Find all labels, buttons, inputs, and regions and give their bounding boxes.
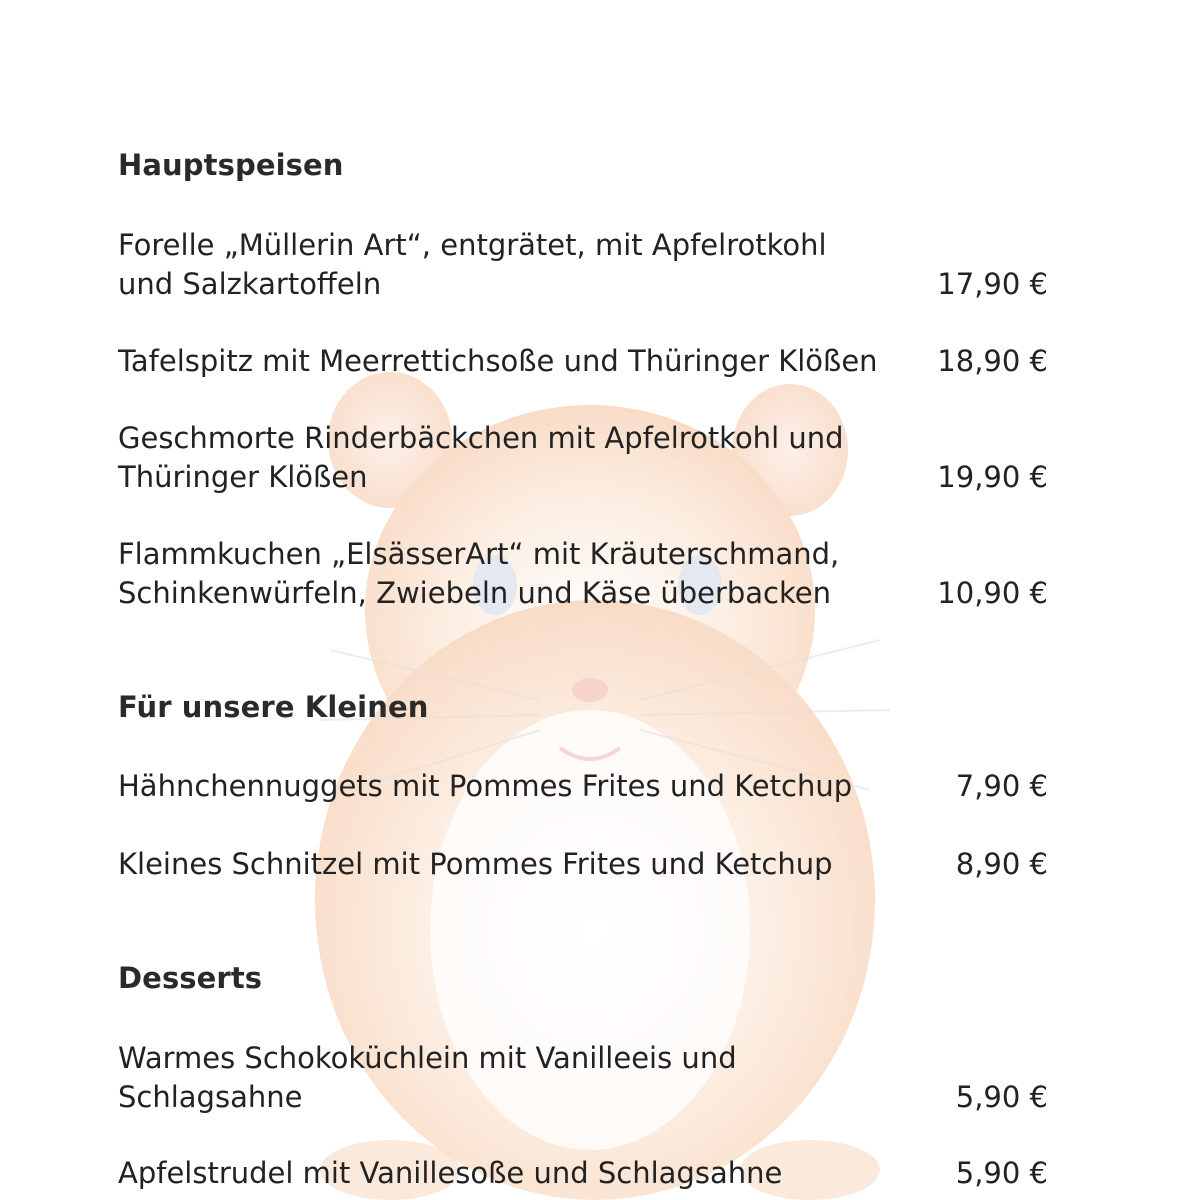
- menu-item: [118, 1039, 1048, 1117]
- menu-item-price: 5,90 €: [955, 1080, 1048, 1114]
- menu-item-price: 18,90 €: [937, 344, 1048, 378]
- menu-item: [118, 226, 1048, 304]
- menu-item-price: 7,90 €: [955, 769, 1048, 803]
- menu-item-description: Tafelspitz mit Meerrettichsoße und Thüringer Klößen: [118, 344, 878, 378]
- menu-item: [118, 342, 1048, 381]
- menu-item-price: 10,90 €: [937, 576, 1048, 610]
- menu-item-description: Flammkuchen „ElsässerArt“ mit Kräuterschmand, Schinkenwürfeln, Zwiebeln und Käse überbacken: [118, 537, 840, 610]
- menu-item-description: Hähnchennuggets mit Pommes Frites und Ketchup: [118, 769, 853, 803]
- menu-item-price: 17,90 €: [937, 267, 1048, 301]
- menu-item: [118, 845, 1048, 884]
- section-title-desserts: Desserts: [118, 961, 263, 995]
- menu-item: [118, 1154, 1048, 1193]
- section-title-kids: Für unsere Kleinen: [118, 690, 429, 724]
- menu-item-description: Warmes Schokoküchlein mit Vanilleeis und Schlagsahne: [118, 1041, 737, 1114]
- menu-item: [118, 419, 1048, 497]
- menu-item-description: Kleines Schnitzel mit Pommes Frites und Ketchup: [118, 847, 833, 881]
- menu-item-price: 8,90 €: [955, 847, 1048, 881]
- menu-item-description: Forelle „Müllerin Art“, entgrätet, mit Apfelrotkohl und Salzkartoffeln: [118, 228, 827, 301]
- menu-item-price: 5,90 €: [955, 1156, 1048, 1190]
- menu-item: [118, 767, 1048, 806]
- menu-item-description: Apfelstrudel mit Vanillesoße und Schlagsahne: [118, 1156, 783, 1190]
- menu-item: [118, 535, 1048, 613]
- menu-item-price: 19,90 €: [937, 460, 1048, 494]
- menu-item-description: Geschmorte Rinderbäckchen mit Apfelrotkohl und Thüringer Klößen: [118, 421, 844, 494]
- section-title-hauptspeisen: Hauptspeisen: [118, 148, 344, 182]
